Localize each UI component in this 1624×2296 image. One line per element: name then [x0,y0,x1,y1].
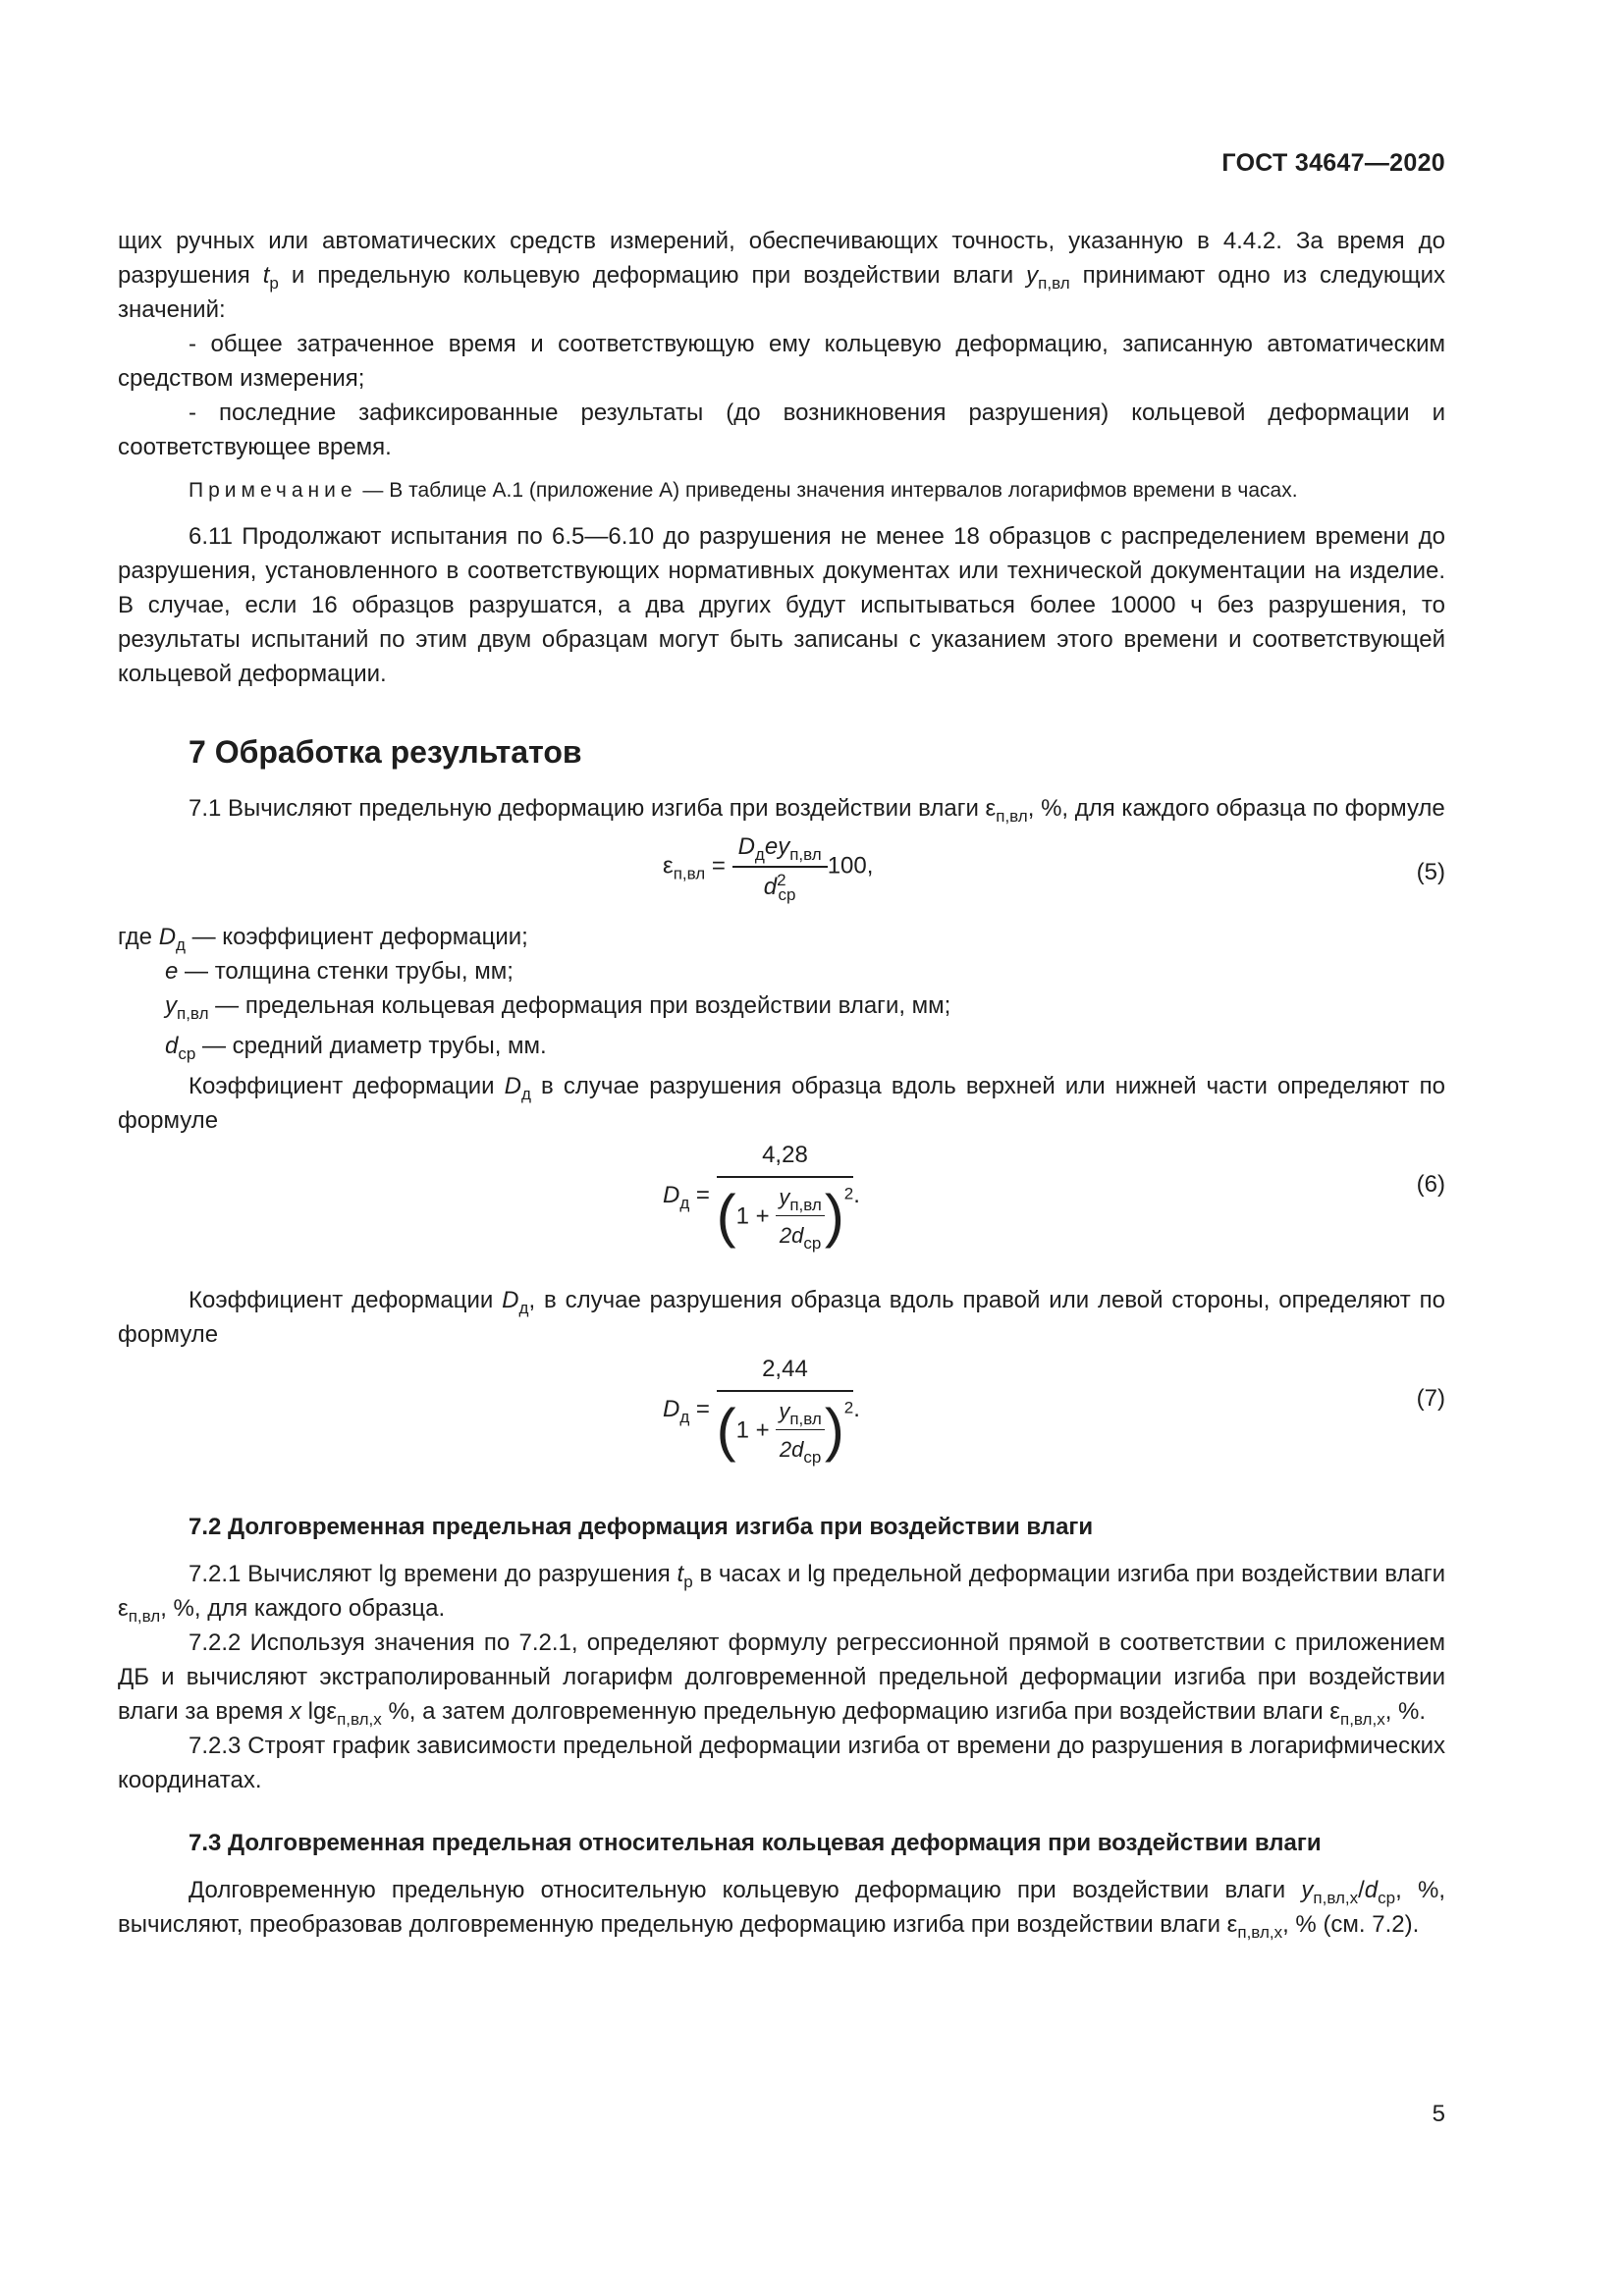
paragraph-7-2-1: 7.2.1 Вычисляют lg времени до разрушения $t_р$ в часах и lg предельной деформации изгиба при воздействии влаги $\varepsilon_{п,вл}$, %, для каждого образца. [118,1561,1445,1626]
fraction: $\frac{D_дey_{п,вл}}{d^2_{ср}}$ [732,829,828,904]
paragraph-7-1: 7.1 Вычисляют предельную деформацию изгиба при воздействии влаги $\varepsilon_{п,вл}$, %, для каждого образца по формуле [189,795,1445,826]
fraction: 2,44 (1 + $\frac{y_{п,вл}}{2d_{ср}}$ )$^2$ [717,1352,854,1467]
note: Примечание — В таблице А.1 (приложение А) приведены значения интервалов логарифмов времени в часах. [189,479,1298,502]
paragraph-7-2-3: 7.2.3 Строят график зависимости предельной деформации изгиба от времени до разрушения в логарифмических координатах. [118,1733,1445,1793]
section-7-heading: 7 Обработка результатов [189,734,582,770]
formula-6: $D_д$ = 4,28 (1 + $\frac{y_{п,вл}}{2d_{ср}}$ )$^2$ . (6) [118,1138,1445,1283]
where-dcp: $d_{ср}$ — средний диаметр трубы, мм. [165,1033,547,1063]
formula-5: $\varepsilon_{п,вл}$ = $\frac{D_дey_{п,вл}}{d^2_{ср}}$ 100, (5) [118,826,1445,920]
section-7-2-heading: 7.2 Долговременная предельная деформация изгиба при воздействии влаги [189,1514,1094,1540]
formula-number: (5) [1416,859,1445,885]
formula-number: (6) [1416,1171,1445,1198]
list-item: - последние зафиксированные результаты (до возникновения разрушения) кольцевой деформации и соответствующее время. [118,400,1445,460]
paragraph-coef-2: Коэффициент деформации $D_д$, в случае разрушения образца вдоль правой или левой стороны, определяют по формуле [118,1287,1445,1348]
list-item: - общее затраченное время и соответствующую ему кольцевую деформацию, записанную автоматическим средством измерения; [118,331,1445,392]
paragraph-7-2-2: 7.2.2 Используя значения по 7.2.1, определяют формулу регрессионной прямой в соответствии с приложением ДБ и вычисляют экстраполированный логарифм долговременной предельной деформации изгиба при воздействии влаги за время x lgε$_{п,вл,х}$ %, а затем долговременную предельную деформацию изгиба при воздействии влаги $\varepsilon_{п,вл,х}$, %. [118,1629,1445,1729]
where-y: $y_{п,вл}$ — предельная кольцевая деформация при воздействии влаги, мм; [165,992,951,1023]
formula-number: (7) [1416,1385,1445,1412]
continued-paragraph: щих ручных или автоматических средств измерений, обеспечивающих точность, указанную в 4.4.2. За время до разрушения $t_р$ и предельную кольцевую деформацию при воздействии влаги $y_{п,вл}$ принимают одно из следующих значений: [118,228,1445,323]
where-d: где $D_д$ — коэффициент деформации; [118,924,528,954]
page-number: 5 [1432,2101,1445,2127]
where-e: e — толщина стенки трубы, мм; [165,958,514,985]
body-text [118,224,1445,1942]
fraction: 4,28 (1 + $\frac{y_{п,вл}}{2d_{ср}}$ )$^2$ [717,1138,854,1253]
paragraph-coef-1: Коэффициент деформации $D_д$ в случае разрушения образца вдоль верхней или нижней части определяют по формуле [118,1073,1445,1134]
paragraph-7-3: Долговременную предельную относительную кольцевую деформацию при воздействии влаги $y_{п,вл,х}/d_{ср}$, %, вычисляют, преобразовав долговременную предельную деформацию изгиба при воздействии влаги $\varepsilon_{п,вл,х}$, % (см. 7.2). [118,1877,1445,1942]
paragraph-6-11: 6.11 Продолжают испытания по 6.5—6.10 до разрушения не менее 18 образцов с распределением времени до разрушения, установленного в соответствующих нормативных документах или технической документации на изделие. В случае, если 16 образцов разрушатся, а два других будут испытываться более 10000 ч без разрушения, то результаты испытаний по этим двум образцам могут быть записаны с указанием этого времени и соответствующей кольцевой деформации. [118,523,1445,687]
document-code: ГОСТ 34647—2020 [1221,149,1445,177]
formula-7: $D_д$ = 2,44 (1 + $\frac{y_{п,вл}}{2d_{ср}}$ )$^2$ . (7) [118,1352,1445,1497]
section-7-3-heading: 7.3 Долговременная предельная относительная кольцевая деформация при воздействии влаги [189,1830,1322,1856]
